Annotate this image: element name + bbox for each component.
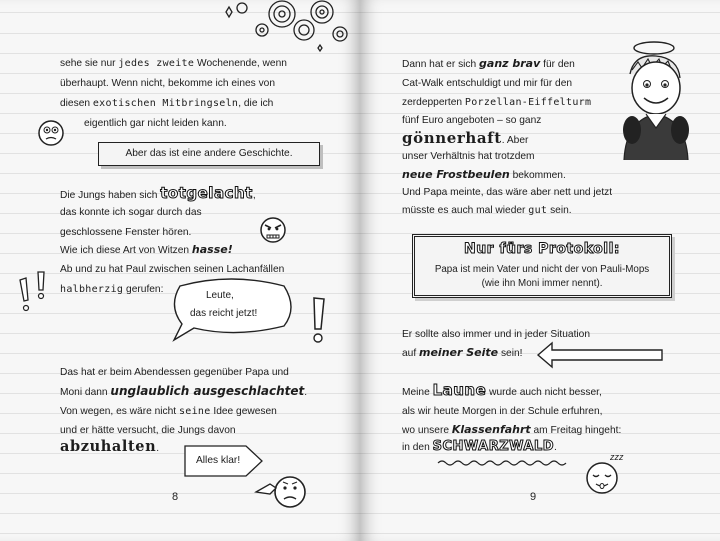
text-line: unser Verhältnis hat trotzdem [402,151,535,162]
exclamation-doodle-icon [14,270,54,330]
text-line: gönnerhaft. Aber [402,129,529,147]
worried-face-icon [36,118,66,148]
page-number: 8 [172,491,179,503]
text-line: geschlossene Fenster hören. [60,227,192,238]
speech-bubble-line: Leute, [206,290,234,301]
sleep-text: zzz [610,452,624,462]
text-line: überhaupt. Wenn nicht, bekomme ich eines von [60,78,276,89]
right-page [360,0,720,541]
text-line: Ab und zu hat Paul zwischen seinen Lachanfällen [60,264,285,275]
text-line: Moni dann unglaublich ausgeschlachtet. [60,384,308,398]
text-line: Und Papa meinte, das wäre aber nett und jetzt [402,187,613,198]
angel-character-icon [616,30,696,160]
text-line: sehe sie nur jedes zweite Wochenende, wenn [60,58,287,69]
exclamation-mark-icon [308,294,332,354]
text-line: eigentlich gar nicht leiden kann. [84,118,227,129]
sleepy-face-icon [582,456,632,496]
angry-face-icon [258,215,288,245]
text-line: fünf Euro angeboten – so ganz [402,115,542,126]
text-line: Die Jungs haben sich totgelacht, [60,184,256,202]
text-line: Das hat er beim Abendessen gegenüber Papa und [60,367,289,378]
text-line: als wir heute Morgen in der Schule erfuhren, [402,406,603,417]
squiggle-underline [438,459,578,467]
pointing-face-icon [254,470,314,518]
protocol-box-line: (wie ihn Moni immer nennt). [481,278,603,289]
text-line: das konnte ich sogar durch das [60,207,202,218]
arrow-label-text: Alles klar! [196,455,241,466]
text-line: und er hätte versucht, die Jungs davon [60,425,236,436]
protocol-box-line: Papa ist mein Vater und nicht der von Pauli-Mops [434,264,650,275]
text-line: Wie ich diese Art von Witzen hasse! [60,243,233,256]
text-line: in den SCHWARZWALD. [402,439,557,454]
text-line: müsste es auch mal wieder gut sein. [402,205,572,216]
swirl-doodle-icon [0,0,360,60]
protocol-box: Nur fürs Protokoll: Papa ist mein Vater und nicht der von Pauli-Mops (wie ihn Moni immer nennt). [412,234,672,298]
left-arrow-icon [536,342,666,372]
side-note-box: Aber das ist eine andere Geschichte. [98,142,320,166]
speech-bubble-line: das reicht jetzt! [190,308,258,319]
page-number: 9 [530,491,537,503]
text-line: neue Frostbeulen bekommen. [402,168,566,181]
text-line: Cat-Walk entschuldigt und mir für den [402,78,573,89]
text-line: diesen exotischen Mitbringseln, die ich [60,98,274,109]
text-line: zerdepperten Porzellan-Eiffelturm [402,97,592,108]
text-line: halbherzig gerufen: [60,284,164,295]
text-line: wo unsere Klassenfahrt am Freitag hingeht: [402,423,622,436]
text-line: Dann hat er sich ganz brav für den [402,57,575,70]
text-line: Von wegen, es wäre nicht seine Idee gewesen [60,406,277,417]
text-line: Er sollte also immer und in jeder Situation [402,329,590,340]
text-line: auf meiner Seite sein! [402,346,523,359]
text-line: abzuhalten. [60,438,160,455]
text-line: Meine Laune wurde auch nicht besser, [402,381,602,399]
